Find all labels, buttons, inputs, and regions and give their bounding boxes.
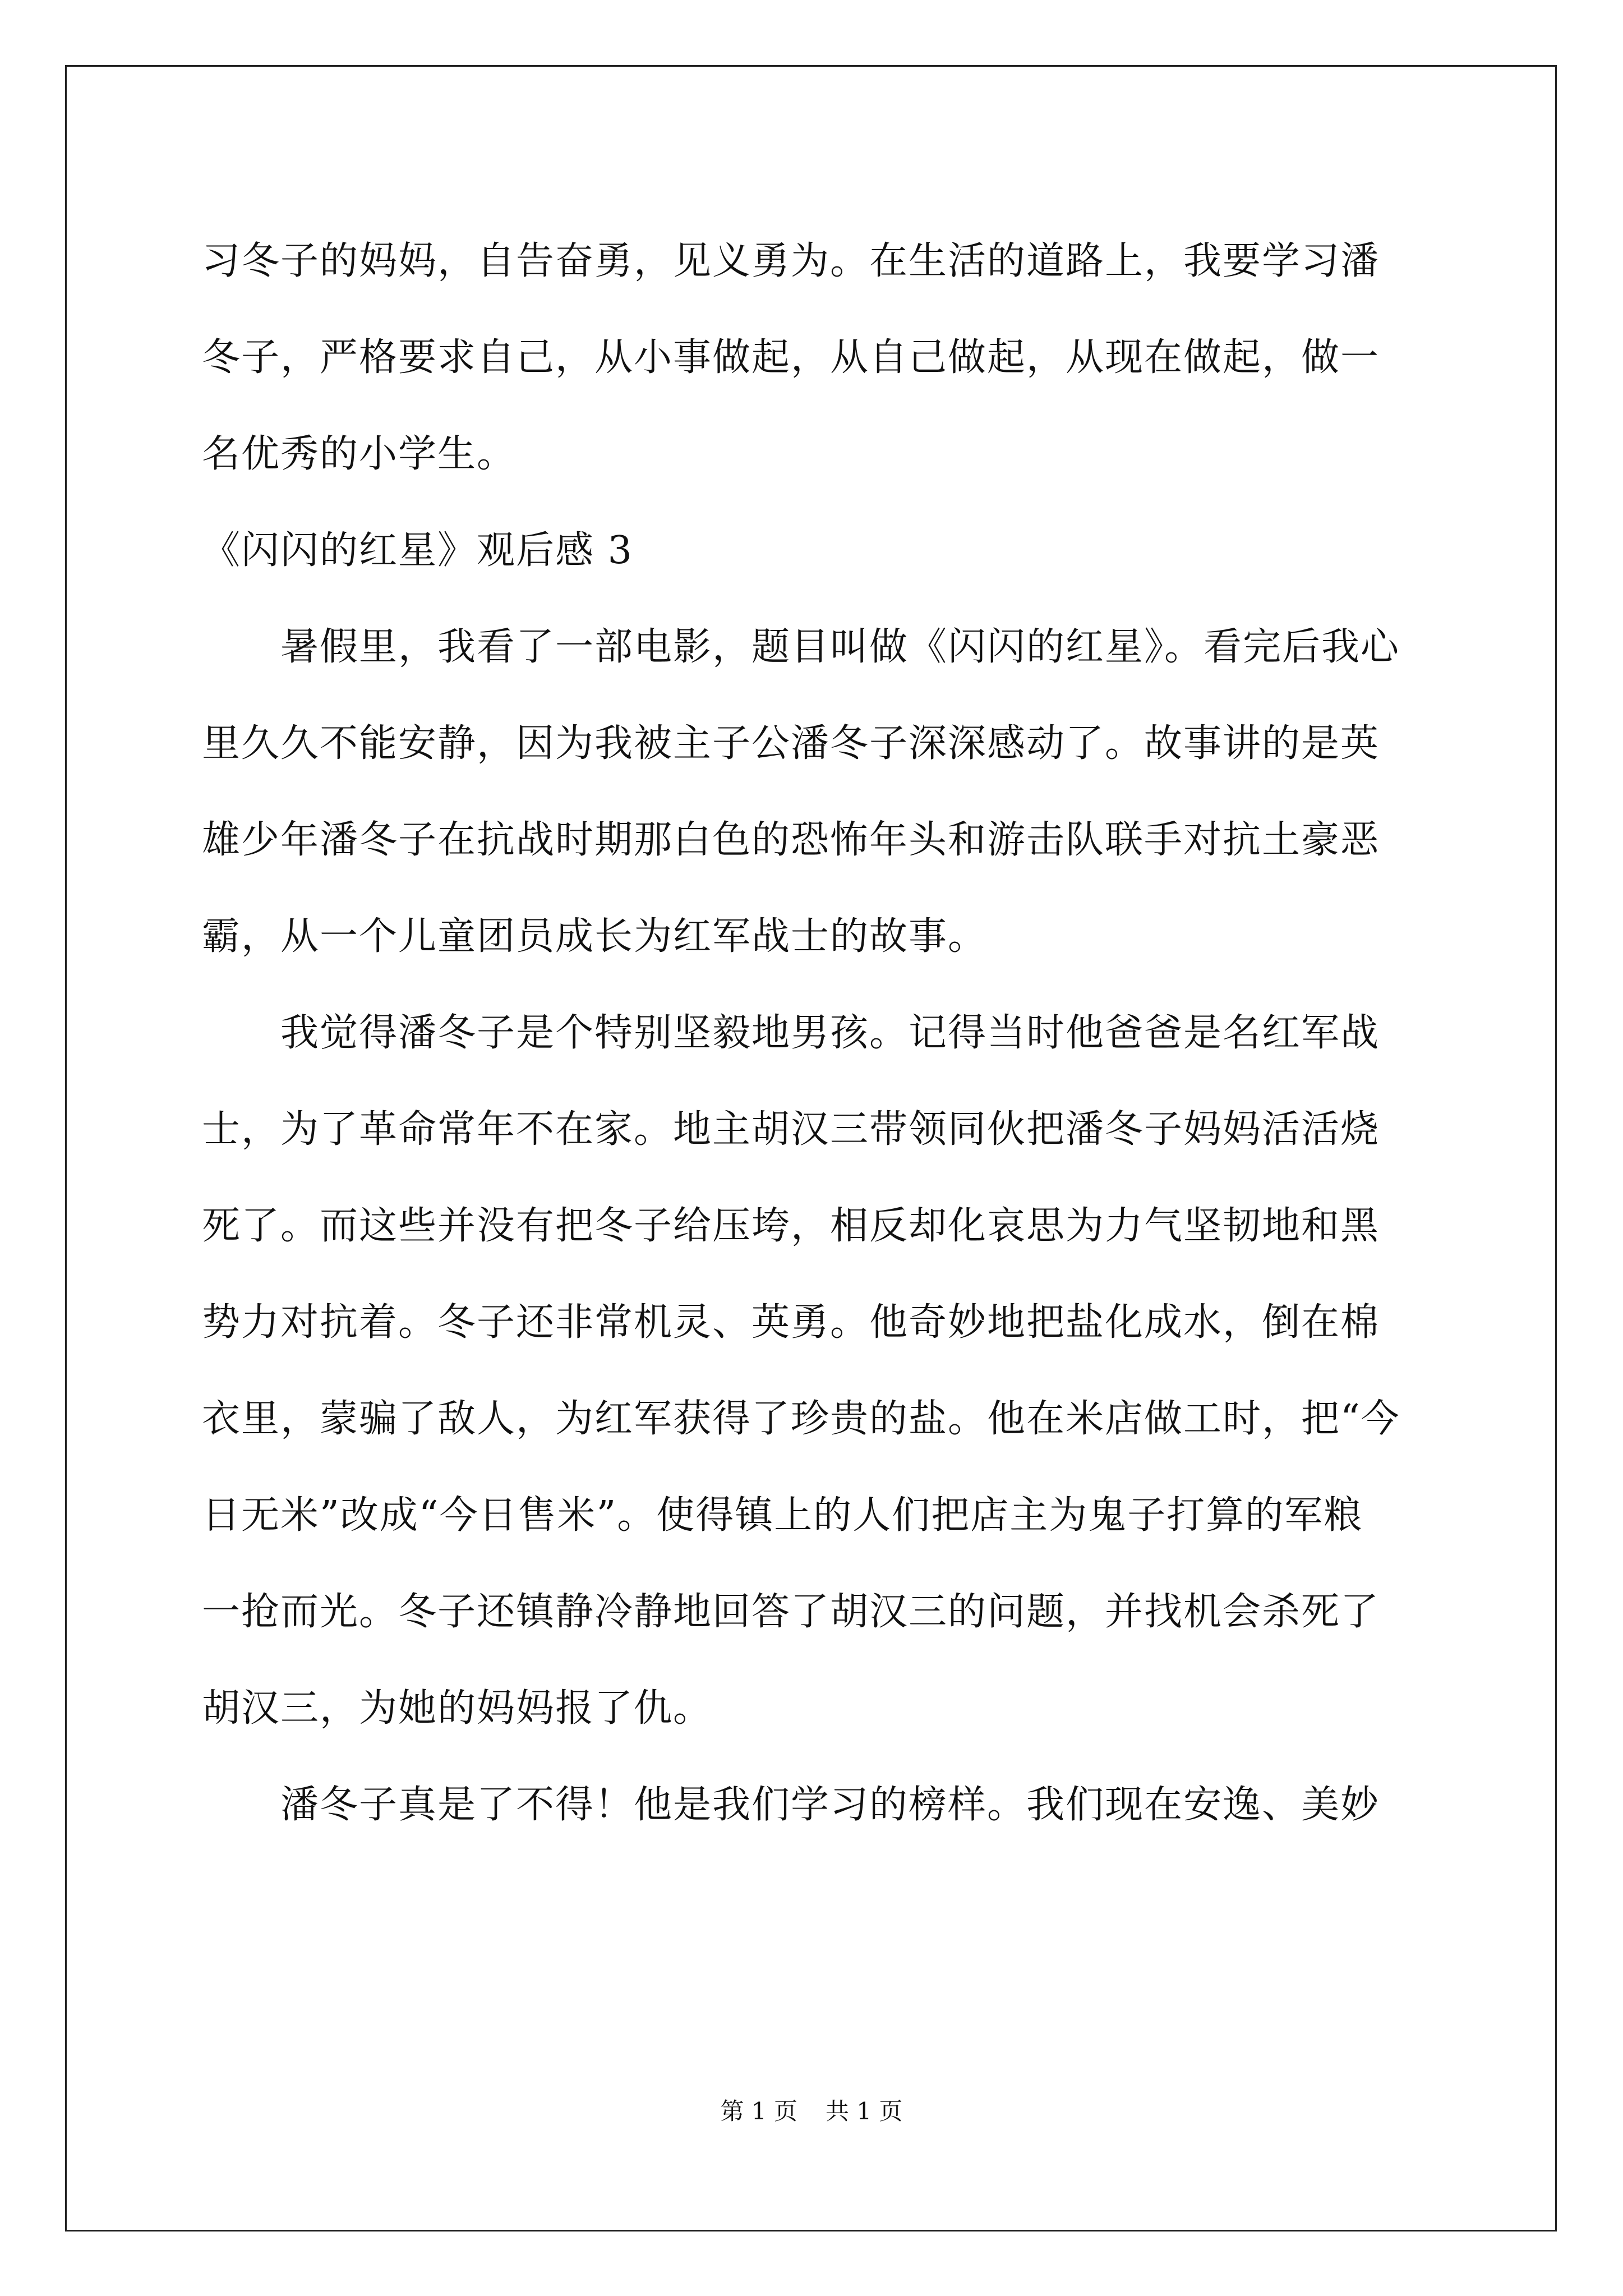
paragraph-line: 习冬子的妈妈，自告奋勇，见义勇为。在生活的道路上，我要学习潘	[202, 239, 1380, 283]
paragraph-line: 一抢而光。冬子还镇静冷静地回答了胡汉三的问题，并找机会杀死了	[202, 1590, 1380, 1634]
paragraph-line: 雄少年潘冬子在抗战时期那白色的恐怖年头和游击队联手对抗土豪恶	[202, 818, 1380, 862]
paragraph-line: 霸，从一个儿童团员成长为红军战士的故事。	[202, 914, 988, 959]
paragraph-line: 名优秀的小学生。	[202, 432, 517, 476]
page-footer	[0, 2095, 1623, 2128]
paragraph-line: 势力对抗着。冬子还非常机灵、英勇。他奇妙地把盐化成水，倒在棉	[202, 1300, 1380, 1345]
paragraph-line: 衣里，蒙骗了敌人，为红军获得了珍贵的盐。他在米店做工时，把“今	[202, 1397, 1400, 1441]
page-number: 第 1 页	[720, 2097, 797, 2125]
paragraph-line: 我觉得潘冬子是个特别坚毅地男孩。记得当时他爸爸是名红军战	[280, 1011, 1380, 1055]
paragraph-line: 冬子，严格要求自己，从小事做起，从自己做起，从现在做起，做一	[202, 335, 1380, 380]
paragraph-line: 里久久不能安静，因为我被主子公潘冬子深深感动了。故事讲的是英	[202, 721, 1380, 766]
paragraph-line: 暑假里，我看了一部电影，题目叫做《闪闪的红星》。看完后我心	[280, 625, 1400, 669]
paragraph-line: 潘冬子真是了不得！他是我们学习的榜样。我们现在安逸、美妙	[280, 1783, 1380, 1827]
page-count: 共 1 页	[826, 2097, 903, 2125]
paragraph-line: 士，为了革命常年不在家。地主胡汉三带领同伙把潘冬子妈妈活活烧	[202, 1107, 1380, 1152]
paragraph-line: 胡汉三，为她的妈妈报了仇。	[202, 1686, 713, 1731]
paragraph-line: 死了。而这些并没有把冬子给压垮，相反却化哀思为力气坚韧地和黑	[202, 1204, 1380, 1248]
paragraph-line: 日无米”改成“今日售米”。使得镇上的人们把店主为鬼子打算的军粮	[202, 1493, 1363, 1538]
section-heading: 《闪闪的红星》观后感 3	[202, 528, 633, 573]
document-body	[202, 213, 1436, 1853]
